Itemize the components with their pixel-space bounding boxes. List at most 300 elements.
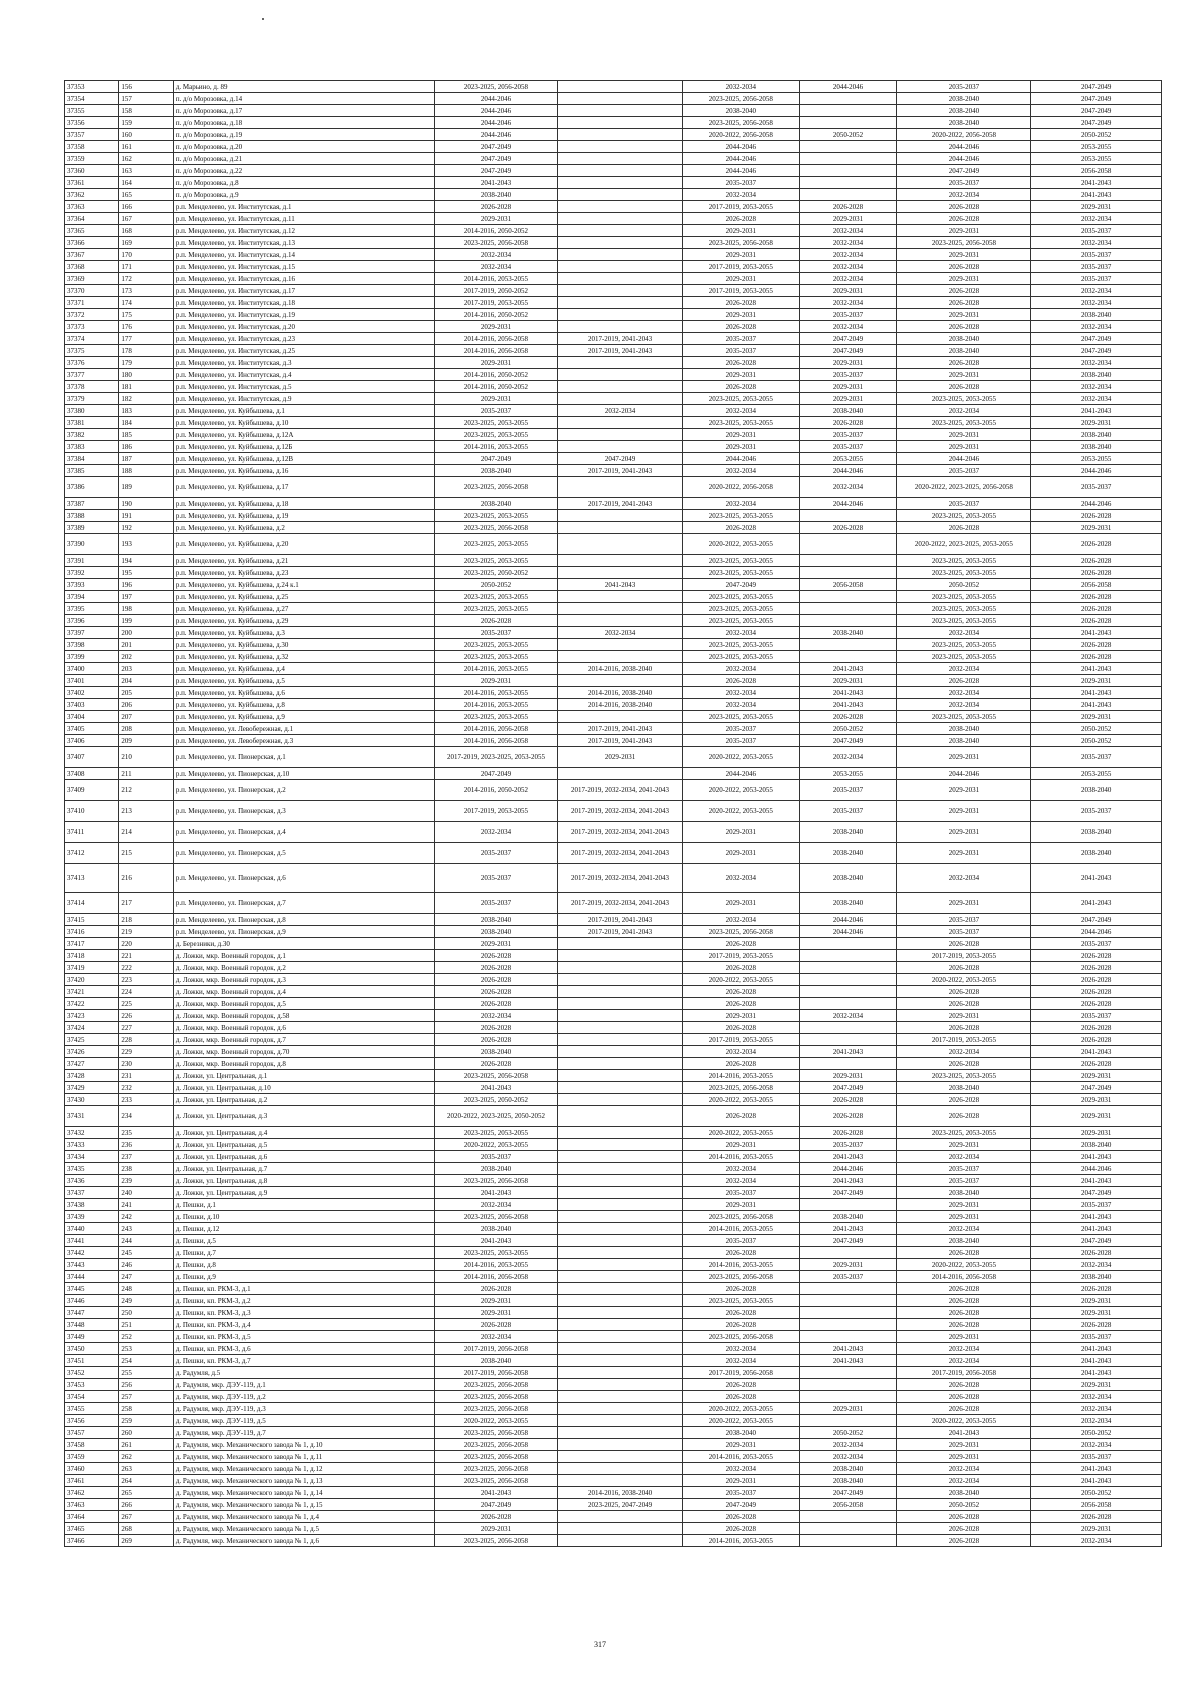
cell-period-4 bbox=[799, 567, 897, 579]
cell-period-6: 2041-2043 bbox=[1031, 663, 1162, 675]
cell-period-4 bbox=[799, 1331, 897, 1343]
cell-period-1: 2026-2028 bbox=[435, 950, 558, 962]
cell-period-3: 2032-2034 bbox=[683, 1355, 799, 1367]
cell-record-id: 37464 bbox=[65, 1511, 119, 1523]
cell-period-1: 2026-2028 bbox=[435, 1058, 558, 1070]
cell-address: р.п. Менделеево, ул. Куйбышева, д.12А bbox=[173, 429, 434, 441]
cell-period-4: 2044-2046 bbox=[799, 926, 897, 938]
cell-period-6: 2038-2040 bbox=[1031, 843, 1162, 864]
cell-period-2 bbox=[557, 141, 682, 153]
table-row bbox=[65, 1439, 1162, 1451]
table-row bbox=[65, 129, 1162, 141]
cell-period-3: 2026-2028 bbox=[683, 1058, 799, 1070]
table-row bbox=[65, 165, 1162, 177]
cell-address: р.п. Менделеево, ул. Куйбышева, д.16 bbox=[173, 465, 434, 477]
cell-period-6: 2047-2049 bbox=[1031, 333, 1162, 345]
cell-period-5: 2041-2043 bbox=[897, 1427, 1031, 1439]
cell-period-4: 2044-2046 bbox=[799, 465, 897, 477]
cell-period-2 bbox=[557, 1187, 682, 1199]
cell-period-2 bbox=[557, 1439, 682, 1451]
table-row bbox=[65, 1499, 1162, 1511]
cell-period-2: 2017-2019, 2032-2034, 2041-2043 bbox=[557, 843, 682, 864]
cell-period-2 bbox=[557, 1523, 682, 1535]
cell-period-6: 2029-2031 bbox=[1031, 1523, 1162, 1535]
cell-record-id: 37465 bbox=[65, 1523, 119, 1535]
cell-record-id: 37434 bbox=[65, 1151, 119, 1163]
cell-period-6: 2038-2040 bbox=[1031, 1271, 1162, 1283]
cell-address: п. д/о Морозовка, д.8 bbox=[173, 177, 434, 189]
cell-period-2 bbox=[557, 534, 682, 555]
cell-period-4: 2041-2043 bbox=[799, 1223, 897, 1235]
cell-period-3: 2026-2028 bbox=[683, 213, 799, 225]
cell-period-4 bbox=[799, 1391, 897, 1403]
table-row bbox=[65, 822, 1162, 843]
cell-period-2 bbox=[557, 1451, 682, 1463]
cell-row-number: 223 bbox=[119, 974, 173, 986]
cell-period-6: 2035-2037 bbox=[1031, 225, 1162, 237]
cell-period-6: 2026-2028 bbox=[1031, 567, 1162, 579]
cell-row-number: 177 bbox=[119, 333, 173, 345]
cell-period-5: 2017-2019, 2053-2055 bbox=[897, 950, 1031, 962]
cell-period-1: 2023-2025, 2056-2058 bbox=[435, 1391, 558, 1403]
cell-period-2 bbox=[557, 510, 682, 522]
cell-period-1: 2026-2028 bbox=[435, 615, 558, 627]
cell-period-6: 2041-2043 bbox=[1031, 177, 1162, 189]
cell-row-number: 168 bbox=[119, 225, 173, 237]
cell-period-4 bbox=[799, 165, 897, 177]
cell-row-number: 163 bbox=[119, 165, 173, 177]
cell-period-1: 2023-2025, 2053-2055 bbox=[435, 591, 558, 603]
cell-period-2 bbox=[557, 1151, 682, 1163]
cell-period-1: 2014-2016, 2050-2052 bbox=[435, 381, 558, 393]
cell-period-6: 2053-2055 bbox=[1031, 153, 1162, 165]
cell-record-id: 37419 bbox=[65, 962, 119, 974]
cell-record-id: 37427 bbox=[65, 1058, 119, 1070]
cell-period-3: 2044-2046 bbox=[683, 165, 799, 177]
cell-period-4: 2041-2043 bbox=[799, 1151, 897, 1163]
cell-period-4: 2032-2034 bbox=[799, 225, 897, 237]
cell-period-5: 2029-2031 bbox=[897, 822, 1031, 843]
cell-period-3: 2017-2019, 2053-2055 bbox=[683, 201, 799, 213]
cell-period-1: 2035-2037 bbox=[435, 864, 558, 893]
cell-period-2: 2017-2019, 2041-2043 bbox=[557, 735, 682, 747]
cell-period-2 bbox=[557, 1070, 682, 1082]
cell-record-id: 37439 bbox=[65, 1211, 119, 1223]
table-row bbox=[65, 675, 1162, 687]
cell-period-3: 2026-2028 bbox=[683, 675, 799, 687]
cell-period-4: 2047-2049 bbox=[799, 1082, 897, 1094]
cell-period-2 bbox=[557, 285, 682, 297]
cell-period-2 bbox=[557, 165, 682, 177]
cell-period-3: 2029-2031 bbox=[683, 843, 799, 864]
cell-period-5: 2044-2046 bbox=[897, 768, 1031, 780]
cell-period-2 bbox=[557, 1199, 682, 1211]
cell-row-number: 160 bbox=[119, 129, 173, 141]
cell-period-3: 2020-2022, 2053-2055 bbox=[683, 1403, 799, 1415]
cell-row-number: 162 bbox=[119, 153, 173, 165]
cell-period-6: 2032-2034 bbox=[1031, 381, 1162, 393]
cell-period-2 bbox=[557, 1223, 682, 1235]
table-row bbox=[65, 615, 1162, 627]
table-row bbox=[65, 639, 1162, 651]
cell-period-1: 2020-2022, 2053-2055 bbox=[435, 1139, 558, 1151]
cell-period-4: 2026-2028 bbox=[799, 201, 897, 213]
cell-period-2 bbox=[557, 639, 682, 651]
cell-period-2 bbox=[557, 1034, 682, 1046]
cell-period-6: 2032-2034 bbox=[1031, 297, 1162, 309]
table-row bbox=[65, 938, 1162, 950]
table-row bbox=[65, 117, 1162, 129]
cell-row-number: 245 bbox=[119, 1247, 173, 1259]
cell-period-4: 2032-2034 bbox=[799, 297, 897, 309]
cell-address: р.п. Менделеево, ул. Куйбышева, д.12Б bbox=[173, 441, 434, 453]
cell-row-number: 227 bbox=[119, 1022, 173, 1034]
cell-period-3: 2023-2025, 2053-2055 bbox=[683, 555, 799, 567]
cell-address: р.п. Менделеево, ул. Пионерская, д.1 bbox=[173, 747, 434, 768]
cell-row-number: 196 bbox=[119, 579, 173, 591]
cell-period-3: 2017-2019, 2053-2055 bbox=[683, 285, 799, 297]
cell-address: р.п. Менделеево, ул. Пионерская, д.8 bbox=[173, 914, 434, 926]
cell-period-1: 2023-2025, 2056-2058 bbox=[435, 1463, 558, 1475]
cell-period-1: 2023-2025, 2056-2058 bbox=[435, 237, 558, 249]
cell-period-3: 2026-2028 bbox=[683, 962, 799, 974]
table-row bbox=[65, 1415, 1162, 1427]
cell-period-3: 2026-2028 bbox=[683, 381, 799, 393]
cell-row-number: 157 bbox=[119, 93, 173, 105]
cell-row-number: 161 bbox=[119, 141, 173, 153]
cell-address: д. Пешки, д.9 bbox=[173, 1271, 434, 1283]
cell-period-3: 2035-2037 bbox=[683, 1235, 799, 1247]
cell-period-1: 2014-2016, 2056-2058 bbox=[435, 1271, 558, 1283]
cell-period-2 bbox=[557, 1535, 682, 1547]
cell-row-number: 172 bbox=[119, 273, 173, 285]
cell-row-number: 234 bbox=[119, 1106, 173, 1127]
cell-period-6: 2032-2034 bbox=[1031, 1259, 1162, 1271]
cell-address: д. Пешки, кп. РКМ-3, д.6 bbox=[173, 1343, 434, 1355]
cell-row-number: 212 bbox=[119, 780, 173, 801]
cell-period-1: 2032-2034 bbox=[435, 1199, 558, 1211]
cell-period-4 bbox=[799, 603, 897, 615]
cell-period-1: 2014-2016, 2053-2055 bbox=[435, 273, 558, 285]
cell-period-2: 2041-2043 bbox=[557, 579, 682, 591]
cell-period-4: 2026-2028 bbox=[799, 1106, 897, 1127]
cell-address: д. Пешки, д.5 bbox=[173, 1235, 434, 1247]
cell-period-1: 2023-2025, 2050-2052 bbox=[435, 1094, 558, 1106]
cell-period-6: 2047-2049 bbox=[1031, 1082, 1162, 1094]
cell-record-id: 37378 bbox=[65, 381, 119, 393]
cell-period-6: 2050-2052 bbox=[1031, 735, 1162, 747]
cell-period-3: 2026-2028 bbox=[683, 297, 799, 309]
cell-address: п. д/о Морозовка, д.20 bbox=[173, 141, 434, 153]
cell-period-3: 2020-2022, 2053-2055 bbox=[683, 1127, 799, 1139]
cell-period-2 bbox=[557, 201, 682, 213]
cell-address: р.п. Менделеево, ул. Институтская, д.13 bbox=[173, 237, 434, 249]
cell-row-number: 192 bbox=[119, 522, 173, 534]
cell-address: д. Березники, д.30 bbox=[173, 938, 434, 950]
cell-record-id: 37407 bbox=[65, 747, 119, 768]
cell-period-3: 2029-2031 bbox=[683, 1439, 799, 1451]
cell-period-5: 2023-2025, 2053-2055 bbox=[897, 567, 1031, 579]
cell-row-number: 228 bbox=[119, 1034, 173, 1046]
cell-record-id: 37389 bbox=[65, 522, 119, 534]
cell-period-1: 2023-2025, 2053-2055 bbox=[435, 429, 558, 441]
cell-period-3: 2029-2031 bbox=[683, 893, 799, 914]
cell-period-3: 2023-2025, 2053-2055 bbox=[683, 417, 799, 429]
cell-row-number: 261 bbox=[119, 1439, 173, 1451]
cell-period-4: 2038-2040 bbox=[799, 1211, 897, 1223]
table-row bbox=[65, 1082, 1162, 1094]
cell-period-4: 2035-2037 bbox=[799, 1271, 897, 1283]
cell-record-id: 37445 bbox=[65, 1283, 119, 1295]
cell-period-5: 2026-2028 bbox=[897, 381, 1031, 393]
cell-period-2 bbox=[557, 357, 682, 369]
cell-period-4 bbox=[799, 986, 897, 998]
cell-period-3: 2026-2028 bbox=[683, 1319, 799, 1331]
cell-period-6: 2032-2034 bbox=[1031, 285, 1162, 297]
cell-period-4 bbox=[799, 141, 897, 153]
cell-address: п. д/о Морозовка, д.22 bbox=[173, 165, 434, 177]
cell-row-number: 203 bbox=[119, 663, 173, 675]
cell-record-id: 37375 bbox=[65, 345, 119, 357]
cell-address: р.п. Менделеево, ул. Куйбышева, д.4 bbox=[173, 663, 434, 675]
cell-row-number: 217 bbox=[119, 893, 173, 914]
cell-period-1: 2023-2025, 2056-2058 bbox=[435, 1427, 558, 1439]
cell-period-2 bbox=[557, 1283, 682, 1295]
cell-period-1: 2023-2025, 2053-2055 bbox=[435, 1247, 558, 1259]
cell-record-id: 37426 bbox=[65, 1046, 119, 1058]
cell-period-5: 2026-2028 bbox=[897, 1511, 1031, 1523]
cell-record-id: 37397 bbox=[65, 627, 119, 639]
cell-period-2 bbox=[557, 429, 682, 441]
cell-period-5: 2023-2025, 2053-2055 bbox=[897, 1070, 1031, 1082]
cell-address: р.п. Менделеево, ул. Куйбышева, д.25 bbox=[173, 591, 434, 603]
cell-period-4: 2032-2034 bbox=[799, 1010, 897, 1022]
cell-address: д. Радумля, мкр. Механического завода № 1, д.5 bbox=[173, 1523, 434, 1535]
cell-period-5: 2017-2019, 2053-2055 bbox=[897, 1034, 1031, 1046]
cell-row-number: 202 bbox=[119, 651, 173, 663]
cell-period-6: 2041-2043 bbox=[1031, 1151, 1162, 1163]
cell-period-4: 2038-2040 bbox=[799, 893, 897, 914]
cell-period-1: 2014-2016, 2050-2052 bbox=[435, 369, 558, 381]
cell-period-3: 2023-2025, 2056-2058 bbox=[683, 1331, 799, 1343]
cell-row-number: 181 bbox=[119, 381, 173, 393]
cell-period-5: 2032-2034 bbox=[897, 1475, 1031, 1487]
cell-row-number: 237 bbox=[119, 1151, 173, 1163]
cell-period-3: 2032-2034 bbox=[683, 699, 799, 711]
cell-record-id: 37422 bbox=[65, 998, 119, 1010]
cell-row-number: 221 bbox=[119, 950, 173, 962]
cell-period-3: 2026-2028 bbox=[683, 357, 799, 369]
cell-record-id: 37415 bbox=[65, 914, 119, 926]
cell-period-4: 2047-2049 bbox=[799, 1487, 897, 1499]
cell-record-id: 37401 bbox=[65, 675, 119, 687]
cell-period-2: 2014-2016, 2038-2040 bbox=[557, 1487, 682, 1499]
cell-period-5: 2029-2031 bbox=[897, 747, 1031, 768]
cell-period-3: 2035-2037 bbox=[683, 1487, 799, 1499]
cell-period-3: 2023-2025, 2056-2058 bbox=[683, 117, 799, 129]
cell-period-5: 2026-2028 bbox=[897, 1391, 1031, 1403]
table-row bbox=[65, 261, 1162, 273]
cell-period-4: 2047-2049 bbox=[799, 345, 897, 357]
cell-record-id: 37367 bbox=[65, 249, 119, 261]
cell-period-6: 2029-2031 bbox=[1031, 1094, 1162, 1106]
cell-period-6: 2032-2034 bbox=[1031, 357, 1162, 369]
cell-period-3: 2032-2034 bbox=[683, 687, 799, 699]
cell-period-4 bbox=[799, 1367, 897, 1379]
cell-period-4: 2041-2043 bbox=[799, 663, 897, 675]
cell-period-4 bbox=[799, 555, 897, 567]
cell-period-6: 2056-2058 bbox=[1031, 1499, 1162, 1511]
cell-period-5: 2029-2031 bbox=[897, 249, 1031, 261]
cell-period-3: 2029-2031 bbox=[683, 822, 799, 843]
cell-address: р.п. Менделеево, ул. Институтская, д.20 bbox=[173, 321, 434, 333]
cell-period-1: 2038-2040 bbox=[435, 1046, 558, 1058]
cell-period-5: 2032-2034 bbox=[897, 1223, 1031, 1235]
cell-address: р.п. Менделеево, ул. Куйбышева, д.8 bbox=[173, 699, 434, 711]
cell-period-6: 2026-2028 bbox=[1031, 510, 1162, 522]
cell-period-6: 2044-2046 bbox=[1031, 1163, 1162, 1175]
cell-period-5: 2023-2025, 2053-2055 bbox=[897, 711, 1031, 723]
cell-period-3: 2017-2019, 2056-2058 bbox=[683, 1367, 799, 1379]
cell-address: д. Радумля, мкр. Механического завода № 1, д.4 bbox=[173, 1511, 434, 1523]
cell-address: р.п. Менделеево, ул. Куйбышева, д.27 bbox=[173, 603, 434, 615]
cell-period-1: 2038-2040 bbox=[435, 465, 558, 477]
cell-period-3: 2017-2019, 2053-2055 bbox=[683, 261, 799, 273]
cell-record-id: 37457 bbox=[65, 1427, 119, 1439]
cell-period-4: 2032-2034 bbox=[799, 477, 897, 498]
cell-period-2 bbox=[557, 1259, 682, 1271]
cell-record-id: 37431 bbox=[65, 1106, 119, 1127]
cell-period-6: 2056-2058 bbox=[1031, 165, 1162, 177]
cell-record-id: 37448 bbox=[65, 1319, 119, 1331]
cell-period-6: 2041-2043 bbox=[1031, 864, 1162, 893]
table-row bbox=[65, 309, 1162, 321]
cell-period-3: 2026-2028 bbox=[683, 986, 799, 998]
cell-period-2 bbox=[557, 261, 682, 273]
cell-period-4: 2047-2049 bbox=[799, 333, 897, 345]
cell-period-3: 2032-2034 bbox=[683, 914, 799, 926]
register-table bbox=[64, 80, 1162, 1547]
cell-period-5: 2038-2040 bbox=[897, 1235, 1031, 1247]
table-row bbox=[65, 1199, 1162, 1211]
cell-record-id: 37353 bbox=[65, 81, 119, 93]
cell-period-1: 2026-2028 bbox=[435, 974, 558, 986]
cell-period-4 bbox=[799, 534, 897, 555]
cell-period-4: 2038-2040 bbox=[799, 843, 897, 864]
cell-row-number: 241 bbox=[119, 1199, 173, 1211]
cell-period-6: 2029-2031 bbox=[1031, 675, 1162, 687]
cell-record-id: 37416 bbox=[65, 926, 119, 938]
cell-period-4: 2029-2031 bbox=[799, 393, 897, 405]
cell-period-4 bbox=[799, 1511, 897, 1523]
cell-address: р.п. Менделеево, ул. Институтская, д.23 bbox=[173, 333, 434, 345]
cell-period-5: 2026-2028 bbox=[897, 321, 1031, 333]
cell-period-1: 2038-2040 bbox=[435, 1163, 558, 1175]
cell-period-6: 2035-2037 bbox=[1031, 801, 1162, 822]
cell-period-3: 2017-2019, 2053-2055 bbox=[683, 950, 799, 962]
cell-row-number: 264 bbox=[119, 1475, 173, 1487]
cell-period-3: 2026-2028 bbox=[683, 938, 799, 950]
cell-record-id: 37442 bbox=[65, 1247, 119, 1259]
cell-period-4: 2044-2046 bbox=[799, 1163, 897, 1175]
cell-period-3: 2032-2034 bbox=[683, 465, 799, 477]
cell-period-5: 2038-2040 bbox=[897, 117, 1031, 129]
cell-period-6: 2050-2052 bbox=[1031, 1487, 1162, 1499]
cell-period-3: 2023-2025, 2053-2055 bbox=[683, 639, 799, 651]
cell-period-3: 2020-2022, 2053-2055 bbox=[683, 801, 799, 822]
cell-period-5: 2026-2028 bbox=[897, 1535, 1031, 1547]
table-row bbox=[65, 768, 1162, 780]
table-row bbox=[65, 1367, 1162, 1379]
table-row bbox=[65, 1070, 1162, 1082]
cell-period-2 bbox=[557, 1343, 682, 1355]
cell-record-id: 37408 bbox=[65, 768, 119, 780]
cell-period-6: 2029-2031 bbox=[1031, 201, 1162, 213]
cell-period-6: 2029-2031 bbox=[1031, 1127, 1162, 1139]
cell-period-1: 2023-2025, 2053-2055 bbox=[435, 639, 558, 651]
cell-period-4: 2026-2028 bbox=[799, 1094, 897, 1106]
cell-period-2 bbox=[557, 1247, 682, 1259]
cell-period-6: 2041-2043 bbox=[1031, 1367, 1162, 1379]
cell-period-3: 2038-2040 bbox=[683, 105, 799, 117]
cell-period-6: 2047-2049 bbox=[1031, 117, 1162, 129]
cell-period-1: 2023-2025, 2056-2058 bbox=[435, 1175, 558, 1187]
cell-period-2 bbox=[557, 213, 682, 225]
cell-period-6: 2026-2028 bbox=[1031, 591, 1162, 603]
cell-record-id: 37421 bbox=[65, 986, 119, 998]
cell-record-id: 37461 bbox=[65, 1475, 119, 1487]
table-row bbox=[65, 1403, 1162, 1415]
cell-address: д. Ложки, мкр. Военный городок, д.58 bbox=[173, 1010, 434, 1022]
cell-row-number: 191 bbox=[119, 510, 173, 522]
cell-period-6: 2041-2043 bbox=[1031, 627, 1162, 639]
table-body bbox=[65, 81, 1162, 1547]
cell-period-4: 2032-2034 bbox=[799, 747, 897, 768]
cell-period-5: 2038-2040 bbox=[897, 1082, 1031, 1094]
cell-period-6: 2035-2037 bbox=[1031, 938, 1162, 950]
cell-record-id: 37386 bbox=[65, 477, 119, 498]
cell-period-6: 2026-2028 bbox=[1031, 1319, 1162, 1331]
cell-period-2: 2017-2019, 2041-2043 bbox=[557, 723, 682, 735]
cell-period-6: 2035-2037 bbox=[1031, 747, 1162, 768]
cell-row-number: 174 bbox=[119, 297, 173, 309]
cell-row-number: 255 bbox=[119, 1367, 173, 1379]
cell-period-4: 2029-2031 bbox=[799, 1259, 897, 1271]
cell-period-1: 2029-2031 bbox=[435, 1307, 558, 1319]
cell-period-4 bbox=[799, 1523, 897, 1535]
cell-record-id: 37365 bbox=[65, 225, 119, 237]
cell-record-id: 37463 bbox=[65, 1499, 119, 1511]
cell-period-2 bbox=[557, 1211, 682, 1223]
cell-period-3: 2029-2031 bbox=[683, 1199, 799, 1211]
cell-row-number: 232 bbox=[119, 1082, 173, 1094]
cell-period-2: 2017-2019, 2041-2043 bbox=[557, 333, 682, 345]
cell-period-2 bbox=[557, 321, 682, 333]
cell-address: р.п. Менделеево, ул. Куйбышева, д.21 bbox=[173, 555, 434, 567]
cell-period-1: 2023-2025, 2053-2055 bbox=[435, 510, 558, 522]
cell-period-3: 2032-2034 bbox=[683, 1343, 799, 1355]
cell-period-5: 2020-2022, 2053-2055 bbox=[897, 974, 1031, 986]
cell-row-number: 159 bbox=[119, 117, 173, 129]
cell-period-5: 2029-2031 bbox=[897, 369, 1031, 381]
cell-row-number: 182 bbox=[119, 393, 173, 405]
cell-period-3: 2020-2022, 2053-2055 bbox=[683, 974, 799, 986]
table-row bbox=[65, 893, 1162, 914]
cell-period-2 bbox=[557, 1511, 682, 1523]
table-row bbox=[65, 249, 1162, 261]
cell-row-number: 158 bbox=[119, 105, 173, 117]
cell-address: п. д/о Морозовка, д.18 bbox=[173, 117, 434, 129]
